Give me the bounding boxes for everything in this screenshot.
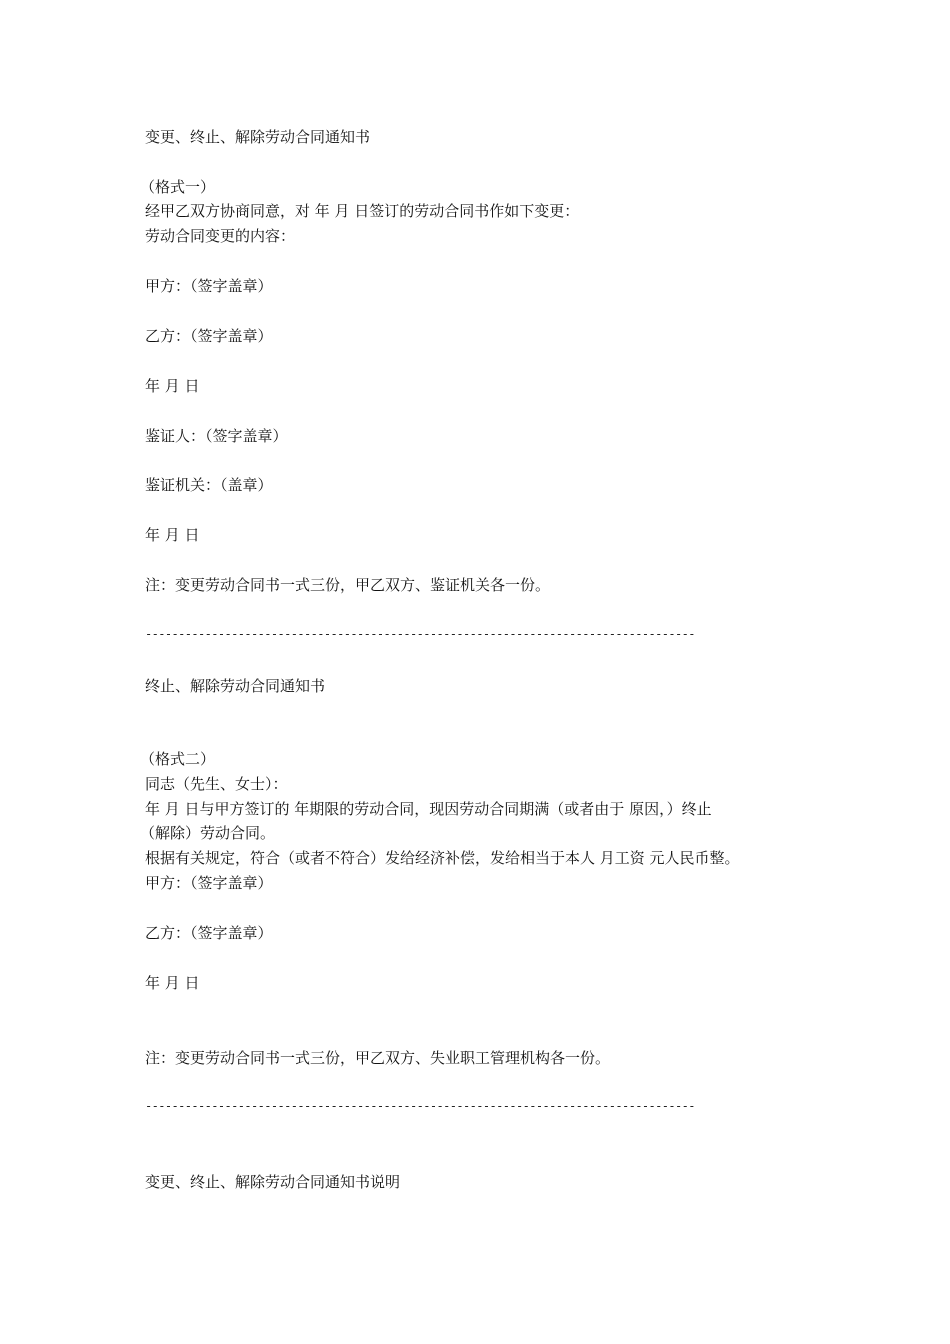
section2-date: 年 月 日	[145, 974, 200, 992]
section2-body-line2: （解除）劳动合同。	[140, 824, 276, 842]
section2-salutation: 同志（先生、女士）：	[145, 775, 288, 793]
section1-date2: 年 月 日	[145, 526, 200, 544]
section1-note: 注：变更劳动合同书一式三份，甲乙双方、鉴证机关各一份。	[145, 576, 551, 594]
section1-party-b: 乙方：（签字盖章）	[145, 327, 273, 345]
section1-verifier: 鉴证人：（签字盖章）	[145, 427, 288, 445]
section1-format: （格式一）	[140, 178, 216, 196]
section2-title: 终止、解除劳动合同通知书	[145, 677, 326, 695]
section1-intro: 经甲乙双方协商同意，对 年 月 日签订的劳动合同书作如下变更：	[145, 202, 580, 220]
section1-party-a: 甲方：（签字盖章）	[145, 277, 273, 295]
section2-body-line3: 根据有关规定，符合（或者不符合）发给经济补偿，发给相当于本人 月工资 元人民币整。	[145, 849, 740, 867]
divider-1: -----------------------------------------------------------------------------------	[145, 627, 695, 641]
divider-2: -----------------------------------------------------------------------------------	[145, 1099, 695, 1113]
section2-note: 注：变更劳动合同书一式三份，甲乙双方、失业职工管理机构各一份。	[145, 1049, 611, 1067]
section1-verifying-agency: 鉴证机关：（盖章）	[145, 476, 273, 494]
section2-party-b: 乙方：（签字盖章）	[145, 924, 273, 942]
section1-date1: 年 月 日	[145, 377, 200, 395]
section1-content-label: 劳动合同变更的内容：	[145, 227, 296, 245]
section2-format: （格式二）	[140, 750, 216, 768]
section2-body-line1: 年 月 日与甲方签订的 年期限的劳动合同，现因劳动合同期满（或者由于 原因，）终止	[145, 800, 712, 818]
section1-title: 变更、终止、解除劳动合同通知书	[145, 128, 371, 146]
section2-party-a: 甲方：（签字盖章）	[145, 874, 273, 892]
section3-title: 变更、终止、解除劳动合同通知书说明	[145, 1173, 401, 1191]
